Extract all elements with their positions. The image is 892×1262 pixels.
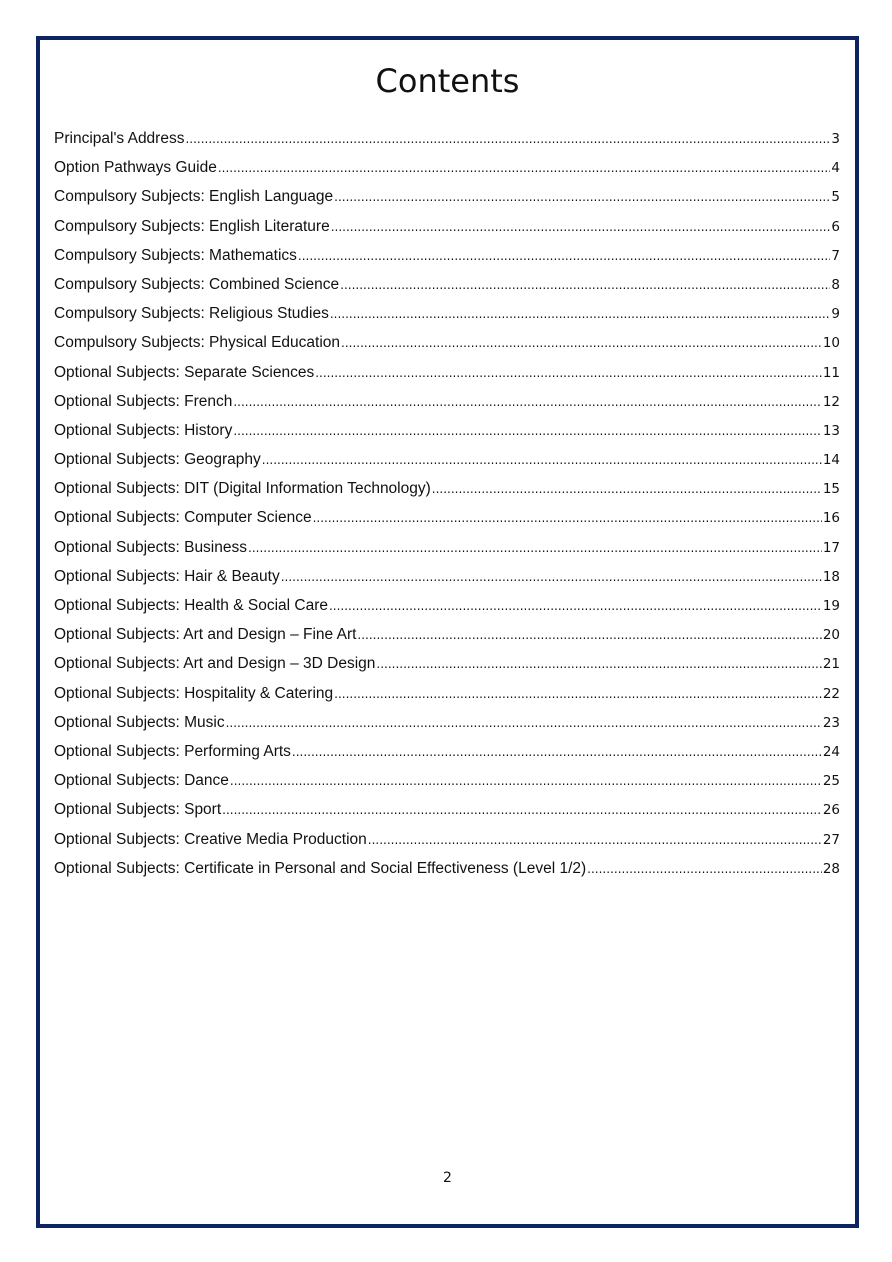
dot-leader [226,709,822,737]
toc-entry-label: Optional Subjects: History [54,421,233,439]
toc-entry[interactable] [54,474,840,503]
toc-entry-label: Optional Subjects: Health & Social Care [54,597,328,614]
toc-entry[interactable] [54,533,840,562]
toc-entry-page: 26 [822,802,840,819]
dot-leader [432,475,822,503]
toc-entry-label: Compulsory Subjects: Physical Education [54,334,341,352]
toc-entry-page: 25 [822,773,840,790]
dot-leader [315,359,822,387]
dot-leader [331,213,831,241]
dot-leader [262,446,822,474]
toc-entry[interactable] [54,737,840,766]
dot-leader [313,504,822,532]
toc-entry-label: Optional Subjects: Creative Media Production [54,830,367,848]
dot-leader [298,242,830,270]
dot-leader [340,271,830,299]
toc-entry-label: Principal's Address [54,130,185,147]
page-title: Contents [375,62,520,100]
dot-leader [222,796,822,824]
toc-entry[interactable] [54,679,840,708]
toc-entry-label: Optional Subjects: Hospitality & Catering [54,684,334,702]
toc-entry-page: 18 [822,568,840,585]
toc-entry[interactable] [54,825,840,854]
toc-entry[interactable] [54,212,840,241]
toc-entry[interactable] [54,124,840,153]
dot-leader [281,563,822,591]
toc-entry-label: Optional Subjects: Hair & Beauty [54,567,280,585]
page-number: 2 [443,1170,452,1186]
toc-entry-label: Optional Subjects: French [54,392,233,410]
toc-entry-label: Optional Subjects: Performing Arts [54,742,291,760]
toc-entry-label: Optional Subjects: DIT (Digital Information Technology) [54,480,431,498]
toc-entry-label: Optional Subjects: Sport [54,801,222,819]
toc-entry-page: 23 [822,714,840,731]
toc-entry-label: Compulsory Subjects: English Literature [54,217,330,235]
toc-entry-page: 22 [822,685,840,702]
toc-entry-label: Optional Subjects: Separate Sciences [54,363,315,381]
toc-entry-label: Optional Subjects: Music [54,713,225,731]
dot-leader [334,680,822,708]
dot-leader [230,767,822,795]
toc-entry[interactable] [54,620,840,649]
toc-entry[interactable] [54,299,840,328]
toc-entry[interactable] [54,270,840,299]
toc-entry-page: 8 [831,276,840,293]
toc-entry[interactable] [54,854,840,883]
toc-entry-page: 3 [831,131,840,147]
dot-leader [248,534,822,562]
toc-entry-page: 17 [822,539,840,556]
toc-entry-page: 11 [822,364,840,381]
toc-entry[interactable] [54,416,840,445]
dot-leader [334,183,830,211]
toc-entry-page: 24 [822,743,840,760]
toc-entry[interactable] [54,328,840,357]
toc-entry-label: Optional Subjects: Computer Science [54,509,312,527]
dot-leader [330,300,831,328]
dot-leader [292,738,822,766]
toc-entry-page: 7 [831,247,840,264]
toc-entry-label: Compulsory Subjects: Combined Science [54,275,340,293]
toc-entry[interactable] [54,182,840,211]
toc-entry-page: 20 [822,627,840,644]
toc-entry-label: Optional Subjects: Geography [54,451,261,469]
toc-entry-page: 4 [831,160,840,177]
toc-entry-page: 14 [822,452,840,469]
toc-entry-label: Optional Subjects: Art and Design – Fine Art [54,626,357,644]
toc-entry[interactable] [54,562,840,591]
toc-entry-label: Compulsory Subjects: Religious Studies [54,305,329,323]
toc-entry-page: 16 [822,510,840,527]
dot-leader [368,826,822,854]
toc-entry[interactable] [54,795,840,824]
toc-entry-page: 6 [831,218,840,235]
dot-leader [587,855,822,883]
dot-leader [357,621,821,649]
toc-entry[interactable] [54,766,840,795]
toc-entry[interactable] [54,153,840,182]
toc-entry-page: 13 [822,422,840,439]
dot-leader [341,329,822,357]
toc-entry-page: 21 [822,656,840,673]
toc-entry-label: Optional Subjects: Certificate in Personal and Social Effectiveness (Level 1/2) [54,859,587,877]
toc-entry-page: 9 [831,306,840,323]
table-of-contents [54,124,840,883]
toc-entry[interactable] [54,591,840,620]
toc-entry-page: 19 [822,598,840,614]
toc-entry-page: 28 [822,860,840,877]
toc-entry-page: 12 [822,393,840,410]
toc-entry[interactable] [54,241,840,270]
toc-entry-label: Optional Subjects: Dance [54,772,229,790]
toc-entry[interactable] [54,708,840,737]
dot-leader [185,125,830,153]
dot-leader [218,154,831,182]
toc-entry-label: Optional Subjects: Business [54,538,247,556]
toc-entry-page: 5 [831,189,840,206]
toc-entry-label: Compulsory Subjects: Mathematics [54,246,297,264]
toc-entry[interactable] [54,358,840,387]
toc-entry[interactable] [54,445,840,474]
toc-entry-label: Optional Subjects: Art and Design – 3D Design [54,655,376,673]
toc-entry-page: 10 [822,335,840,352]
toc-entry-label: Compulsory Subjects: English Language [54,188,334,206]
toc-entry-page: 15 [822,481,840,498]
page-border [36,36,859,1228]
toc-entry[interactable] [54,503,840,532]
toc-entry[interactable] [54,387,840,416]
toc-entry-label: Option Pathways Guide [54,159,217,177]
toc-entry[interactable] [54,649,840,678]
dot-leader [329,592,822,620]
toc-entry-page: 27 [822,831,840,848]
dot-leader [233,388,821,416]
dot-leader [376,650,821,678]
dot-leader [233,417,821,445]
